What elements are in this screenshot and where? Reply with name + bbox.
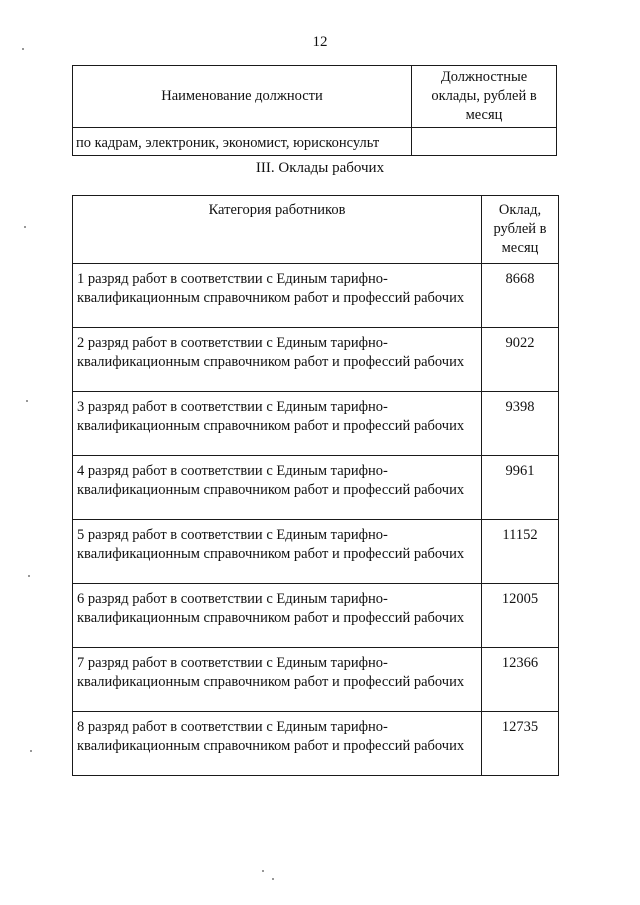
workers-salary-table [72, 195, 559, 776]
position-salary-cell [412, 128, 557, 156]
salary-cell: 12366 [482, 648, 559, 712]
table-row [73, 456, 559, 520]
salary-cell: 9398 [482, 392, 559, 456]
salary-cell: 8668 [482, 264, 559, 328]
scan-speck [272, 878, 274, 880]
position-salary-header: Должностные оклады, рублей в месяц [412, 66, 557, 128]
table-row [73, 712, 559, 776]
category-cell: 3 разряд работ в соответствии с Единым тарифно-квалификационным справочником работ и профессий рабочих [73, 392, 482, 456]
table-row [73, 328, 559, 392]
category-cell: 6 разряд работ в соответствии с Единым тарифно-квалификационным справочником работ и профессий рабочих [73, 584, 482, 648]
positions-table [72, 65, 557, 156]
category-cell: 2 разряд работ в соответствии с Единым тарифно-квалификационным справочником работ и профессий рабочих [73, 328, 482, 392]
page-number: 12 [312, 34, 328, 50]
salary-cell: 9022 [482, 328, 559, 392]
scan-speck [22, 48, 24, 50]
table-row [73, 648, 559, 712]
salary-cell: 11152 [482, 520, 559, 584]
section-title: III. Оклады рабочих [255, 160, 385, 176]
table-row [73, 392, 559, 456]
category-cell: 4 разряд работ в соответствии с Единым тарифно-квалификационным справочником работ и профессий рабочих [73, 456, 482, 520]
salary-header: Оклад, рублей в месяц [482, 196, 559, 264]
scan-speck [28, 575, 30, 577]
workers-table-header [73, 196, 559, 264]
position-name-cell: по кадрам, электроник, экономист, юрисконсульт [73, 128, 412, 156]
table-row [73, 520, 559, 584]
scan-speck [26, 400, 28, 402]
salary-cell: 9961 [482, 456, 559, 520]
scan-speck [24, 226, 26, 228]
salary-cell: 12005 [482, 584, 559, 648]
category-cell: 5 разряд работ в соответствии с Единым тарифно-квалификационным справочником работ и профессий рабочих [73, 520, 482, 584]
position-name-header: Наименование должности [73, 66, 412, 128]
table-row [73, 264, 559, 328]
category-header: Категория работников [73, 196, 482, 264]
table-row [73, 584, 559, 648]
table-row [73, 128, 557, 156]
scan-speck [262, 870, 264, 872]
category-cell: 8 разряд работ в соответствии с Единым тарифно-квалификационным справочником работ и профессий рабочих [73, 712, 482, 776]
scan-speck [30, 750, 32, 752]
salary-cell: 12735 [482, 712, 559, 776]
category-cell: 1 разряд работ в соответствии с Единым тарифно-квалификационным справочником работ и профессий рабочих [73, 264, 482, 328]
category-cell: 7 разряд работ в соответствии с Единым тарифно-квалификационным справочником работ и профессий рабочих [73, 648, 482, 712]
positions-table-header [73, 66, 557, 128]
